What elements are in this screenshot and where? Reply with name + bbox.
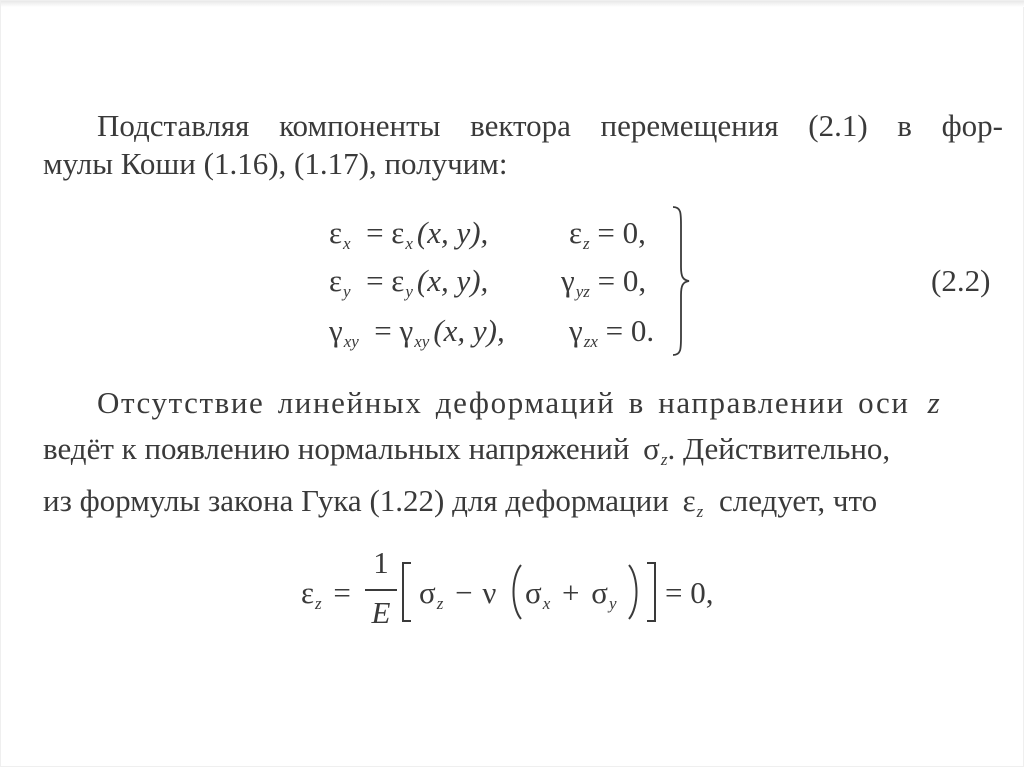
epsilon-symbol: ε [682,483,696,518]
fraction-numerator: 1 [373,545,389,580]
equals-sign: = ε [358,263,405,298]
subscript: z [315,594,322,613]
variable-z: z [927,385,940,420]
subscript: z [696,502,704,521]
left-paren [509,563,523,621]
formula-lhs [301,575,351,616]
formula-result: = 0, [665,575,714,610]
paragraph1-line2: мулы Коши (1.16), (1.17), получим: [43,146,508,181]
equation-row-2 [329,263,488,304]
paragraph2-line3 [43,483,877,524]
subscript: z [583,234,590,253]
subscript: x [405,234,413,253]
subscript: x [542,594,551,613]
subscript: z [660,450,668,469]
minus-sign: − [455,575,473,610]
epsilon-symbol: ε [329,215,343,250]
equals-sign: = [333,575,351,610]
subscript: zx [583,332,598,351]
epsilon-symbol: ε [569,215,583,250]
arguments: (x, y), [433,313,505,348]
nu-symbol: ν [482,575,497,610]
subscript: yz [575,282,590,301]
equals-zero: = 0, [597,263,647,298]
equation-row-2-right [561,263,646,304]
text: Отсутствие линейных деформаций в направлении оси [97,385,910,420]
subscript: y [343,282,351,301]
left-square-bracket [399,561,413,623]
equation-row-1 [329,215,488,256]
top-shadow [1,1,1024,7]
text: следует, что [718,483,878,518]
epsilon-symbol: ε [329,263,343,298]
equals-sign: = γ [366,313,414,348]
right-paren [627,563,641,621]
subscript: x [343,234,351,253]
subscript: y [405,282,413,301]
paragraph2-line2 [43,431,890,472]
equation-row-3-right [569,313,654,354]
equals-zero: = 0. [605,313,655,348]
subscript: xy [414,332,430,351]
equals-zero: = 0, [597,215,646,250]
equation-row-3 [329,313,505,354]
paragraph1-line1: Подставляя компоненты вектора перемещения (2.1) в фор- [97,108,1003,143]
sigma-symbol: σ [525,575,542,610]
text: . Действительно, [667,431,891,466]
equation-row-1-right [569,215,646,256]
right-curly-brace [669,205,693,357]
gamma-symbol: γ [569,313,583,348]
fraction-denominator: E [371,595,391,630]
gamma-symbol: γ [329,313,343,348]
formula-inner-sigma-z [419,575,496,616]
subscript: xy [343,332,359,351]
fraction-bar [365,589,397,591]
plus-sign: + [562,575,580,610]
epsilon-symbol: ε [301,575,315,610]
paragraph2-line1 [97,385,1003,421]
text: из формулы закона Гука (1.22) для деформации [43,483,669,518]
right-square-bracket [645,561,659,623]
gamma-symbol: γ [561,263,575,298]
sigma-symbol: σ [419,575,436,610]
sigma-symbol: σ [591,575,608,610]
arguments: (x, y), [416,215,489,250]
equation-number: (2.2) [931,263,991,298]
sigma-symbol: σ [643,431,660,466]
arguments: (x, y), [416,263,489,298]
equals-sign: = ε [358,215,405,250]
subscript: y [608,594,617,613]
subscript: z [436,594,444,613]
text: ведёт к появлению нормальных напряжений [43,431,630,466]
formula-inner-sum [525,575,617,616]
